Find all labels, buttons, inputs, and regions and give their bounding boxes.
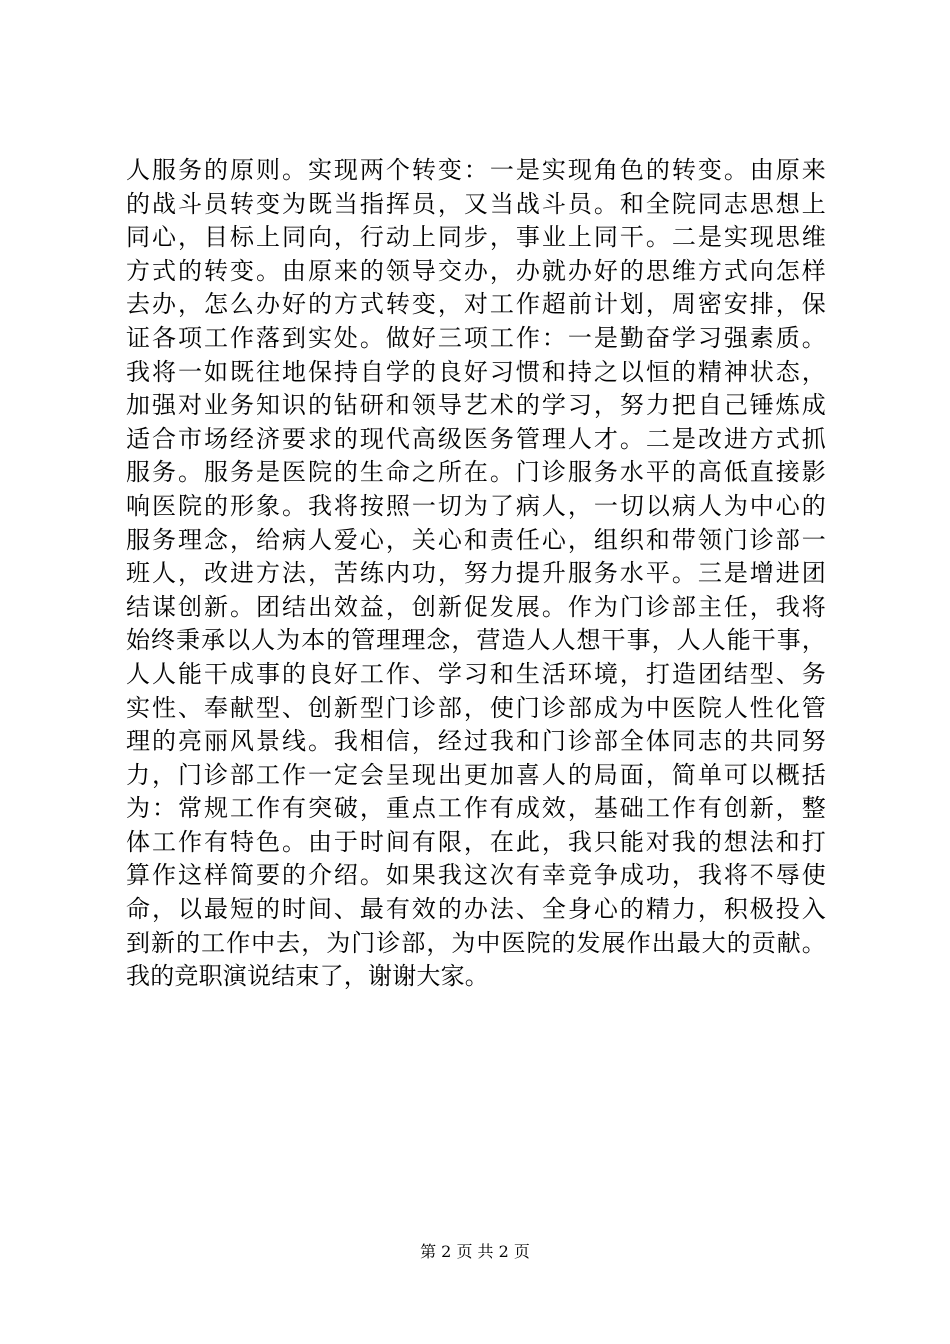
text-line: 同心，目标上同向，行动上同步，事业上同干。二是实现思维 [126, 223, 826, 252]
text-line: 证各项工作落到实处。做好三项工作：一是勤奋学习强素质。 [126, 323, 826, 352]
text-line: 人服务的原则。实现两个转变：一是实现角色的转变。由原来 [126, 156, 826, 184]
text-line: 适合市场经济要求的现代高级医务管理人才。二是改进方式抓 [126, 424, 826, 453]
text-line: 理的亮丽风景线。我相信，经过我和门诊部全体同志的共同努 [126, 727, 826, 756]
text-line: 实性、奉献型、创新型门诊部，使门诊部成为中医院人性化管 [126, 693, 826, 722]
text-line: 服务理念，给病人爱心，关心和责任心，组织和带领门诊部一 [126, 525, 826, 554]
text-line: 体工作有特色。由于时间有限，在此，我只能对我的想法和打 [126, 827, 826, 856]
text-line: 的战斗员转变为既当指挥员，又当战斗员。和全院同志思想上 [126, 189, 826, 218]
text-line: 去办，怎么办好的方式转变，对工作超前计划，周密安排，保 [126, 290, 826, 319]
text-line: 命，以最短的时间、最有效的办法、全身心的精力，积极投入 [126, 895, 826, 924]
page-footer [0, 1242, 950, 1262]
text-line: 响医院的形象。我将按照一切为了病人，一切以病人为中心的 [126, 491, 826, 520]
text-line: 始终秉承以人为本的管理理念，营造人人想干事，人人能干事， [126, 626, 826, 655]
text-line: 方式的转变。由原来的领导交办，办就办好的思维方式向怎样 [126, 256, 826, 285]
text-line: 算作这样简要的介绍。如果我这次有幸竞争成功，我将不辱使 [126, 861, 826, 890]
text-line: 为：常规工作有突破，重点工作有成效，基础工作有创新，整 [126, 794, 826, 823]
text-line: 我的竞职演说结束了，谢谢大家。 [126, 962, 489, 991]
text-line: 结谋创新。团结出效益，创新促发展。作为门诊部主任，我将 [126, 592, 826, 621]
text-line: 我将一如既往地保持自学的良好习惯和持之以恒的精神状态， [126, 357, 826, 386]
page-number-label: 第 2 页 共 2 页 [420, 1242, 530, 1261]
text-line: 力，门诊部工作一定会呈现出更加喜人的局面，简单可以概括 [126, 760, 826, 789]
text-line: 到新的工作中去，为门诊部，为中医院的发展作出最大的贡献。 [126, 928, 826, 957]
text-line: 加强对业务知识的钻研和领导艺术的学习，努力把自己锤炼成 [126, 391, 826, 420]
text-line: 服务。服务是医院的生命之所在。门诊服务水平的高低直接影 [126, 458, 826, 487]
text-line: 人人能干成事的良好工作、学习和生活环境，打造团结型、务 [126, 659, 826, 688]
body-text [126, 154, 826, 994]
text-line: 班人，改进方法，苦练内功，努力提升服务水平。三是增进团 [126, 559, 826, 588]
